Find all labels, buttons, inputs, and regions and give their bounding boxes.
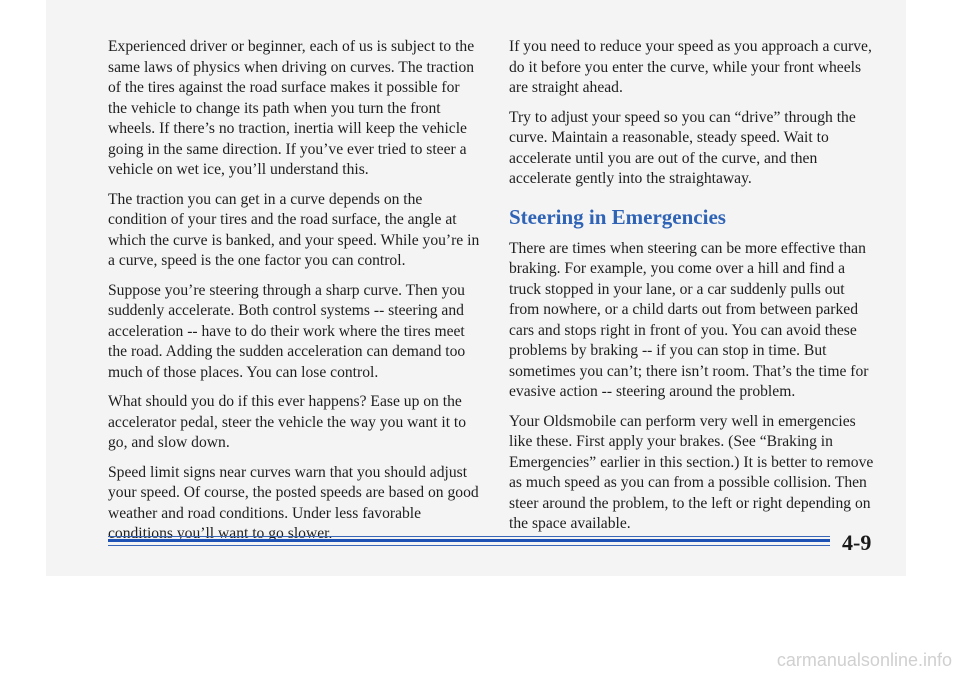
paragraph-steering-vs-braking: There are times when steering can be more effective than braking. For example, you come over a hill and find a truck stopped in your lane, or a car suddenly pulls out from nowhere, or a child darts out from between parked cars and stops right in front of you. You can avoid these problems by braking -- if you can stop in time. But sometimes you can’t; there isn’t room. That’s the time for evasive action -- steering around the problem. (509, 239, 869, 400)
watermark: carmanualsonline.info (776, 650, 952, 670)
paragraph-reduce-speed: If you need to reduce your speed as you approach a curve, do it before you enter the curve, while your front wheels are straight ahead. (509, 38, 872, 96)
footer-rule-bottom (108, 545, 830, 546)
paragraph-physics-curves: Experienced driver or beginner, each of us is subject to the same laws of physics when driving on curves. The traction of the tires against the road surface makes it possible for the vehicle to change its path when you turn the front wheels. If there’s no traction, inertia will keep the vehicle going in the same direction. If you’ve ever tried to steer a vehicle on wet ice, you’ll understand this. (108, 38, 475, 178)
left-column (108, 37, 480, 554)
paragraph-speed-signs: Speed limit signs near curves warn that you should adjust your speed. Of course, the posted speeds are based on good weather and road conditions. Under less favorable conditions you’ll want to go slower. (108, 463, 479, 542)
paragraph-sharp-curve: Suppose you’re steering through a sharp curve. Then you suddenly accelerate. Both control systems -- steering and acceleration -- have to do their work where the tires meet the road. Adding the sudden acceleration can demand too much of those places. You can lose control. (108, 281, 466, 381)
paragraph-what-to-do: What should you do if this ever happens? Ease up on the accelerator pedal, steer the vehicle the way you want it to go, and slow down. (108, 393, 467, 451)
right-column (509, 37, 875, 544)
page-number: 4-9 (842, 530, 872, 555)
paragraph-traction: The traction you can get in a curve depends on the condition of your tires and the road surface, the angle at which the curve is banked, and your speed. While you’re in a curve, speed is the one factor you can control. (108, 190, 480, 269)
footer-rule-thick (108, 539, 830, 542)
footer-rule-top (108, 536, 830, 537)
section-heading: Steering in Emergencies (509, 204, 726, 229)
paragraph-oldsmobile-emergencies: Your Oldsmobile can perform very well in emergencies like these. First apply your brakes. (See “Braking in Emergencies” earlier in this section.) It is better to remove as much speed as you can from a possible collision. Then steer around the problem, to the left or right depending on the space available. (509, 412, 874, 532)
paragraph-adjust-speed: Try to adjust your speed so you can “drive” through the curve. Maintain a reasonable, steady speed. Wait to accelerate until you are out of the curve, and then accelerate gently into the straightaway. (509, 108, 856, 187)
